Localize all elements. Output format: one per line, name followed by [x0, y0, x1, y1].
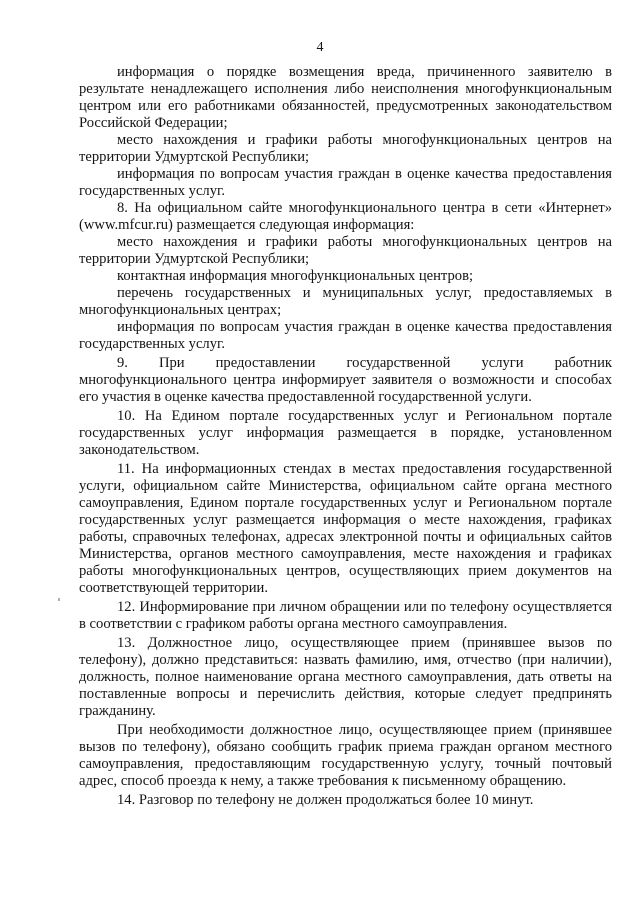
paragraph-item-13-continued: При необходимости должностное лицо, осуществляющее прием (принявшее вызов по телефону), обязано сообщить график приема граждан органом местного самоуправления, предоставляющим государственную услугу, точный почтовый адрес, способ проезда к нему, а также требования к письменному обращению.: [79, 722, 612, 789]
paragraph-quality-assessment: информация по вопросам участия граждан в оценке качества предоставления государственных услуг.: [79, 166, 612, 199]
paragraph-item-10: 10. На Едином портале государственных услуг и Региональном портале государственных услуг информация размещается в порядке, установленном законодательством.: [79, 408, 612, 458]
paragraph-item-12: 12. Информирование при личном обращении или по телефону осуществляется в соответствии с графиком работы органа местного самоуправления.: [79, 599, 612, 632]
paragraph-item-11: 11. На информационных стендах в местах предоставления государственной услуги, официальном сайте Министерства, официальном сайте органа местного самоуправления, Едином портале государственных услуг и Региональном портале государственных услуг размещается информация о месте нахождения, графиках работы, справочных телефонах, адресах электронной почты и официальных сайтов Министерства, органов местного самоуправления, месте нахождения и графиках работы многофункциональных центров, осуществляющих прием документов на соответствующей территории.: [79, 461, 612, 596]
page-number: 4: [316, 40, 324, 55]
paragraph-quality-assessment-site: информация по вопросам участия граждан в оценке качества предоставления государственных услуг.: [79, 319, 612, 352]
paragraph-services-list: перечень государственных и муниципальных услуг, предоставляемых в многофункциональных центрах;: [79, 285, 612, 318]
paragraph-mfc-contacts: контактная информация многофункциональных центров;: [117, 268, 474, 284]
paragraph-mfc-locations-site: место нахождения и графики работы многофункциональных центров на территории Удмуртской Республики;: [79, 234, 612, 267]
paragraph-item-8: 8. На официальном сайте многофункционального центра в сети «Интернет» (www.mfcur.ru) размещается следующая информация:: [79, 200, 612, 233]
paragraph-item-9: 9. При предоставлении государственной услуги работник многофункционального центра информирует заявителя о возможности и способах его участия в оценке качества предоставленной государственной услуги.: [79, 355, 612, 405]
paragraph-mfc-locations: место нахождения и графики работы многофункциональных центров на территории Удмуртской Республики;: [79, 132, 612, 165]
paragraph-compensation-info: информация о порядке возмещения вреда, причиненного заявителю в результате ненадлежащего исполнения либо неисполнения многофункциональным центром или его работниками обязанностей, предусмотренных законодательством Российской Федерации;: [79, 64, 612, 131]
paragraph-item-14: 14. Разговор по телефону не должен продолжаться более 10 минут.: [117, 792, 534, 808]
scan-mark: [58, 598, 60, 601]
paragraph-item-13: 13. Должностное лицо, осуществляющее прием (принявшее вызов по телефону), должно представиться: назвать фамилию, имя, отчество (при наличии), должность, полное наименование органа местного самоуправления, дать ответы на поставленные вопросы и перечислить действия, которые следует предпринять гражданину.: [79, 635, 612, 719]
